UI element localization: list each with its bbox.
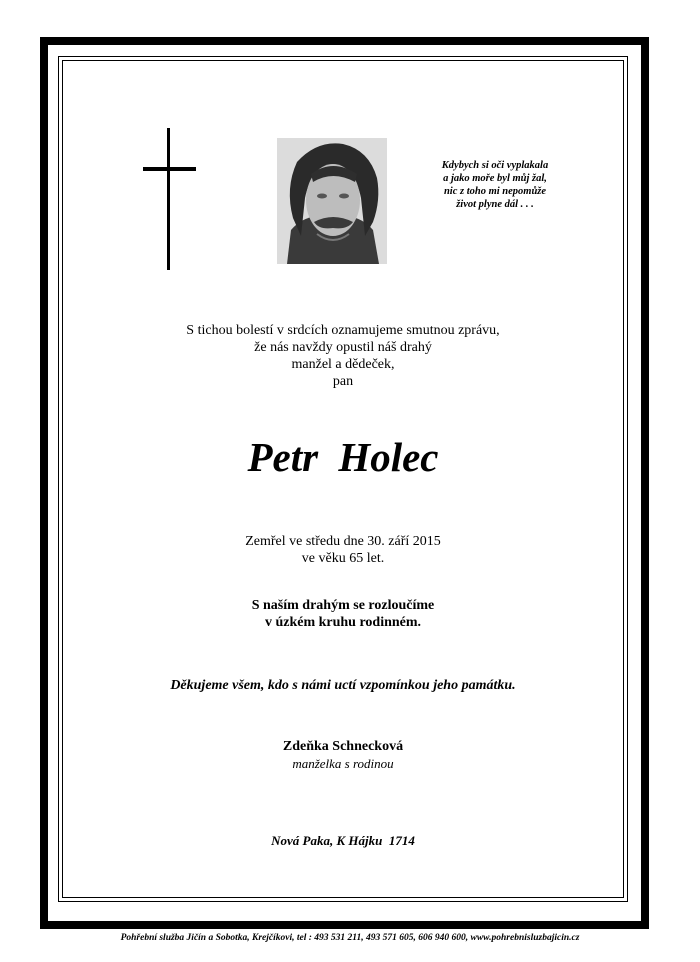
address: Nová Paka, K Hájku 1714 — [271, 833, 415, 848]
thanks-line: Děkujeme všem, kdo s námi uctí vzpomínkou jeho památku. — [170, 678, 516, 693]
motto-line: Kdybych si oči vyplakala — [441, 160, 549, 171]
deceased-name: Petr Holec — [247, 434, 439, 480]
death-age-line: ve věku 65 let. — [301, 551, 385, 566]
signer-name: Zdeňka Schnecková — [282, 739, 404, 754]
intro-line: že nás navždy opustil náš drahý — [254, 340, 432, 355]
intro-line: pan — [332, 374, 354, 389]
motto-line: a jako moře byl můj žal, — [443, 173, 547, 184]
farewell-line: S naším drahým se rozloučíme — [251, 598, 435, 613]
intro-line: S tichou bolestí v srdcích oznamujeme smutnou zprávu, — [186, 323, 500, 338]
motto-line: nic z toho mi nepomůže — [443, 186, 547, 197]
signer-relation: manželka s rodinou — [292, 756, 394, 771]
funeral-service-footer: Pohřební služba Jičín a Sobotka, Krejčíkovi, tel : 493 531 211, 493 571 605, 606 940 600, www.pohrebnisluzbajicin.cz — [120, 933, 580, 943]
intro-line: manžel a dědeček, — [291, 357, 395, 372]
death-date-line: Zemřel ve středu dne 30. září 2015 — [245, 534, 441, 549]
signer-block — [120, 738, 566, 772]
announcement-intro — [120, 322, 566, 390]
motto-verse — [420, 159, 570, 211]
portrait-photo — [277, 138, 387, 264]
farewell-line: v úzkém kruhu rodinném. — [264, 615, 422, 630]
death-info — [120, 533, 566, 567]
farewell-notice — [120, 597, 566, 631]
motto-line: život plyne dál . . . — [456, 199, 534, 210]
